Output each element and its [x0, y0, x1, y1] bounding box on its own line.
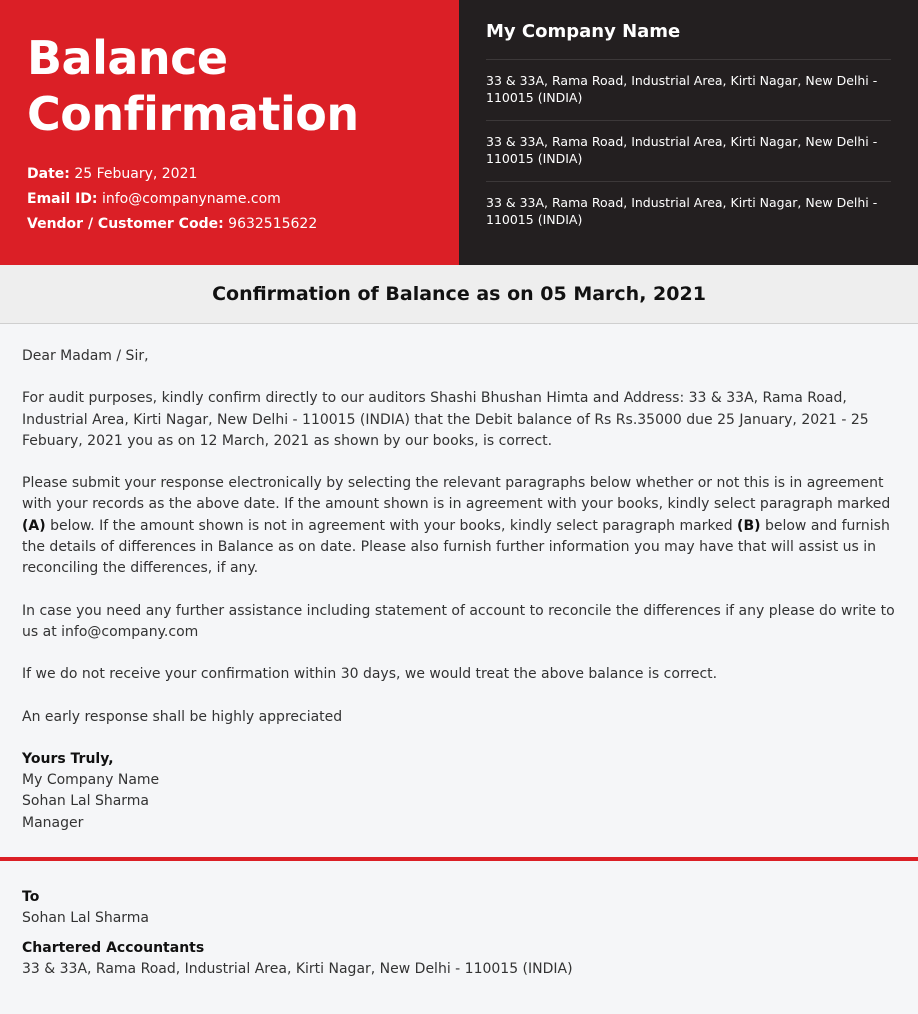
email-value: info@companyname.com [101, 191, 281, 207]
email-label: Email ID: [27, 191, 98, 207]
instructions-part-2: below. If the amount shown is not in agreement with your books, kindly select paragraph marked [45, 517, 738, 534]
recipient-firm: Chartered Accountants [22, 939, 205, 956]
email-row [27, 187, 432, 212]
paragraph-assistance: In case you need any further assistance including statement of account to reconcile the differences if any please do write to us at info@company.com [22, 602, 895, 640]
signature-block [22, 749, 896, 834]
code-row [27, 212, 432, 237]
mark-b: (B) [737, 517, 761, 534]
confirmation-banner: Confirmation of Balance as on 05 March, 2021 [0, 265, 918, 324]
company-address-3: 33 & 33A, Rama Road, Industrial Area, Kirti Nagar, New Delhi - 110015 (INDIA) [486, 181, 891, 242]
paragraph-deadline: If we do not receive your confirmation within 30 days, we would treat the above balance is correct. [22, 666, 718, 683]
company-address-2: 33 & 33A, Rama Road, Industrial Area, Kirti Nagar, New Delhi - 110015 (INDIA) [486, 120, 891, 181]
header-left-panel [0, 0, 459, 265]
title-line-2: Confirmation [27, 87, 359, 141]
page-title [27, 30, 432, 142]
sign-name: Sohan Lal Sharma [22, 793, 150, 810]
recipient-name: Sohan Lal Sharma [22, 910, 150, 927]
letter-body [0, 324, 918, 834]
company-address-1: 33 & 33A, Rama Road, Industrial Area, Kirti Nagar, New Delhi - 110015 (INDIA) [486, 59, 891, 120]
recipient-block [0, 861, 918, 980]
code-label: Vendor / Customer Code: [27, 216, 224, 232]
header [0, 0, 918, 265]
date-row [27, 162, 432, 187]
to-label: To [22, 889, 40, 906]
paragraph-instructions [22, 473, 896, 579]
date-value: 25 Febuary, 2021 [74, 166, 198, 182]
recipient-address: 33 & 33A, Rama Road, Industrial Area, Kirti Nagar, New Delhi - 110015 (INDIA) [22, 960, 573, 977]
header-right-panel [459, 0, 918, 265]
company-name: My Company Name [486, 21, 681, 42]
sign-company: My Company Name [22, 772, 160, 789]
mark-a: (A) [22, 517, 46, 534]
date-label: Date: [27, 166, 70, 182]
code-value: 9632515622 [228, 216, 318, 232]
paragraph-appreciation: An early response shall be highly appreciated [22, 708, 343, 725]
instructions-part-1: Please submit your response electronically by selecting the relevant paragraphs below whether or not this is in agreement with your records as the above date. If the amount shown is in agreement with your books, kindly select paragraph marked [22, 475, 891, 513]
paragraph-audit: For audit purposes, kindly confirm directly to our auditors Shashi Bhushan Himta and Address: 33 & 33A, Rama Road, Industrial Area, Kirti Nagar, New Delhi - 110015 (INDIA) that the Debit balance of Rs Rs.35000 due 25 January, 2021 - 25 Febuary, 2021 you as on 12 March, 2021 as shown by our books, is correct. [22, 390, 869, 449]
title-line-1: Balance [27, 31, 228, 85]
closing: Yours Truly, [22, 750, 114, 767]
letter-meta [27, 162, 432, 237]
instructions-part-3: below and furnish the details of differences in Balance as on date. Please also furnish further information you may have that will assist us in reconciling the differences, if any. [22, 517, 890, 577]
greeting: Dear Madam / Sir, [22, 348, 149, 364]
sign-title: Manager [22, 814, 84, 831]
